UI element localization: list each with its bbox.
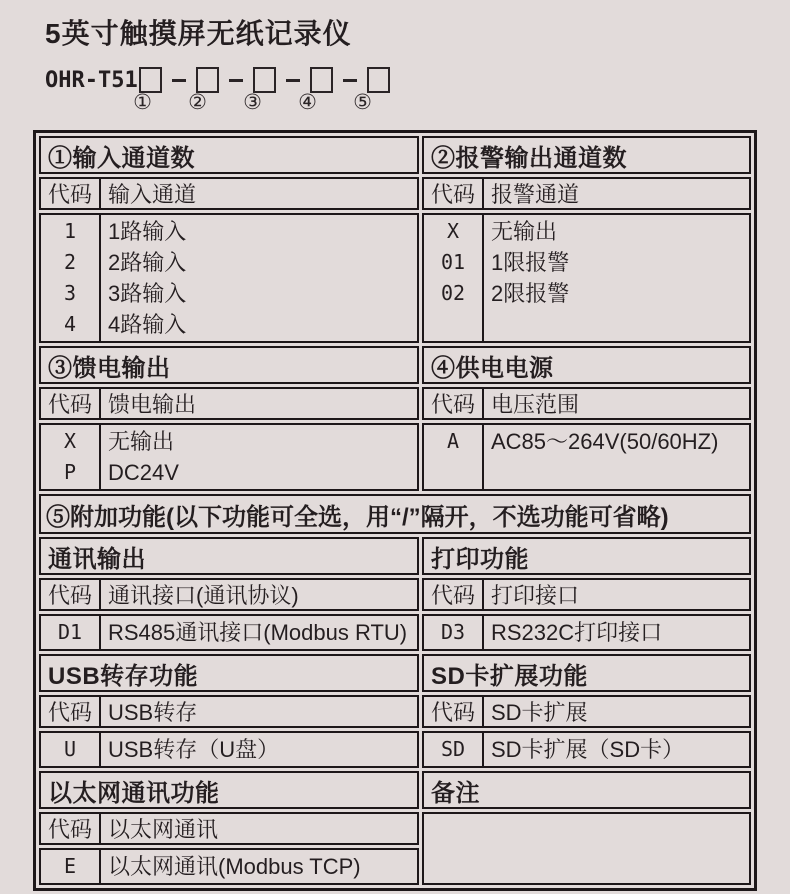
section-header: ③馈电输出 (39, 346, 419, 384)
column-headers (39, 177, 419, 210)
value-column-header: SD卡扩展 (491, 700, 588, 725)
model-position-labels (115, 90, 390, 115)
value-label: 2路输入 (108, 250, 187, 275)
value-label: AC85～264V(50/60HZ) (491, 429, 719, 454)
value-column-header: 通讯接口(通讯协议) (108, 583, 299, 608)
data-cell (422, 213, 751, 343)
code-value: SD (440, 737, 466, 761)
section-usb-transfer (39, 654, 419, 768)
data-cell (39, 848, 419, 885)
code-list (41, 215, 101, 341)
value-label: 以太网通讯(Modbus TCP) (108, 854, 361, 879)
code-list (41, 425, 101, 489)
code-value: 3 (63, 281, 77, 305)
section-header: 备注 (422, 771, 751, 809)
section-remarks (422, 771, 751, 885)
additional-functions-note: ⑤附加功能(以下功能可全选，用“/”隔开，不选功能可省略) (39, 494, 751, 534)
section-header: 通讯输出 (39, 537, 419, 575)
value-label: 4路输入 (108, 312, 187, 337)
value-label: USB转存（U盘） (108, 737, 280, 762)
code-column-header: 代码 (424, 179, 484, 208)
value-label: 3路输入 (108, 281, 187, 306)
code-value: 01 (440, 250, 466, 274)
value-label: SD卡扩展（SD卡） (491, 737, 685, 762)
value-label: 1限报警 (491, 250, 570, 275)
code-value: D3 (440, 620, 466, 644)
section-ethernet-remarks (39, 771, 751, 885)
model-position-label-1: ① (133, 91, 152, 114)
data-cell (39, 731, 419, 768)
column-headers (39, 387, 419, 420)
model-prefix: OHR-T51 (45, 67, 138, 93)
value-label: 2限报警 (491, 281, 570, 306)
code-list (424, 425, 484, 489)
section-comm-output (39, 537, 419, 651)
data-cell (39, 213, 419, 343)
data-cell (422, 423, 751, 491)
value-list (484, 733, 749, 766)
column-headers (422, 177, 751, 210)
section-header: USB转存功能 (39, 654, 419, 692)
section-usb-sd (39, 654, 751, 768)
value-list (101, 215, 417, 341)
section-feed-output (39, 346, 419, 491)
value-list (101, 425, 417, 489)
value-label: 无输出 (108, 429, 175, 454)
code-list (424, 616, 484, 649)
section-additional-functions (39, 494, 751, 534)
code-value: A (446, 429, 460, 453)
section-power-supply (422, 346, 751, 491)
code-list (424, 215, 484, 341)
value-label: RS485通讯接口(Modbus RTU) (108, 620, 408, 645)
code-value: X (63, 429, 77, 453)
code-list (41, 850, 101, 883)
code-column-header: 代码 (424, 697, 484, 726)
model-dash (172, 79, 186, 82)
code-value: P (63, 460, 77, 484)
code-value: E (63, 854, 77, 878)
model-position-label-2: ② (188, 91, 207, 114)
column-headers (39, 578, 419, 611)
value-column-header: 以太网通讯 (108, 817, 219, 842)
model-dash (229, 79, 243, 82)
code-column-header: 代码 (41, 580, 101, 609)
section-header: 打印功能 (422, 537, 751, 575)
data-cell (422, 614, 751, 651)
value-column-header: 报警通道 (491, 182, 580, 207)
code-value: X (446, 219, 460, 243)
model-position-label-5: ⑤ (353, 91, 372, 114)
section-ethernet (39, 771, 419, 885)
section-header: 以太网通讯功能 (39, 771, 419, 809)
value-label: DC24V (108, 460, 179, 485)
column-headers (422, 387, 751, 420)
section-feed-power (39, 346, 751, 491)
code-column-header: 代码 (424, 389, 484, 418)
data-cell (39, 423, 419, 491)
data-cell (39, 614, 419, 651)
code-column-header: 代码 (41, 814, 101, 843)
section-header: ①输入通道数 (39, 136, 419, 174)
code-value: 1 (63, 219, 77, 243)
section-comm-print (39, 537, 751, 651)
model-position-label-4: ④ (298, 91, 317, 114)
ordering-table (33, 130, 757, 891)
value-list (484, 616, 749, 649)
code-column-header: 代码 (41, 389, 101, 418)
section-input-channels (39, 136, 419, 343)
code-value: U (63, 737, 77, 761)
data-cell (422, 731, 751, 768)
value-label: 1路输入 (108, 219, 187, 244)
section-sd-expansion (422, 654, 751, 768)
section-header: SD卡扩展功能 (422, 654, 751, 692)
model-position-label-3: ③ (243, 91, 262, 114)
value-list (484, 425, 749, 489)
model-dash (343, 79, 357, 82)
value-list (101, 850, 417, 883)
column-headers (39, 812, 419, 845)
code-list (41, 616, 101, 649)
code-value: 02 (440, 281, 466, 305)
page-title: 5英寸触摸屏无纸记录仪 (45, 18, 352, 49)
code-column-header: 代码 (41, 697, 101, 726)
section-alarm-channels (422, 136, 751, 343)
value-column-header: 电压范围 (491, 392, 580, 417)
value-list (101, 733, 417, 766)
model-dash (286, 79, 300, 82)
remarks-empty-cell (422, 812, 751, 885)
code-list (41, 733, 101, 766)
code-value: D1 (57, 620, 83, 644)
code-column-header: 代码 (424, 580, 484, 609)
section-input-alarm (39, 136, 751, 343)
section-header: ②报警输出通道数 (422, 136, 751, 174)
code-column-header: 代码 (41, 179, 101, 208)
section-header: ④供电电源 (422, 346, 751, 384)
value-list (484, 215, 749, 341)
value-column-header: 打印接口 (491, 583, 580, 608)
value-column-header: 馈电输出 (108, 392, 197, 417)
section-print-function (422, 537, 751, 651)
value-column-header: USB转存 (108, 700, 198, 725)
value-column-header: 输入通道 (108, 182, 197, 207)
column-headers (39, 695, 419, 728)
value-label: RS232C打印接口 (491, 620, 663, 645)
code-list (424, 733, 484, 766)
value-label: 无输出 (491, 219, 558, 244)
value-list (101, 616, 417, 649)
column-headers (422, 695, 751, 728)
column-headers (422, 578, 751, 611)
code-value: 4 (63, 312, 77, 336)
code-value: 2 (63, 250, 77, 274)
